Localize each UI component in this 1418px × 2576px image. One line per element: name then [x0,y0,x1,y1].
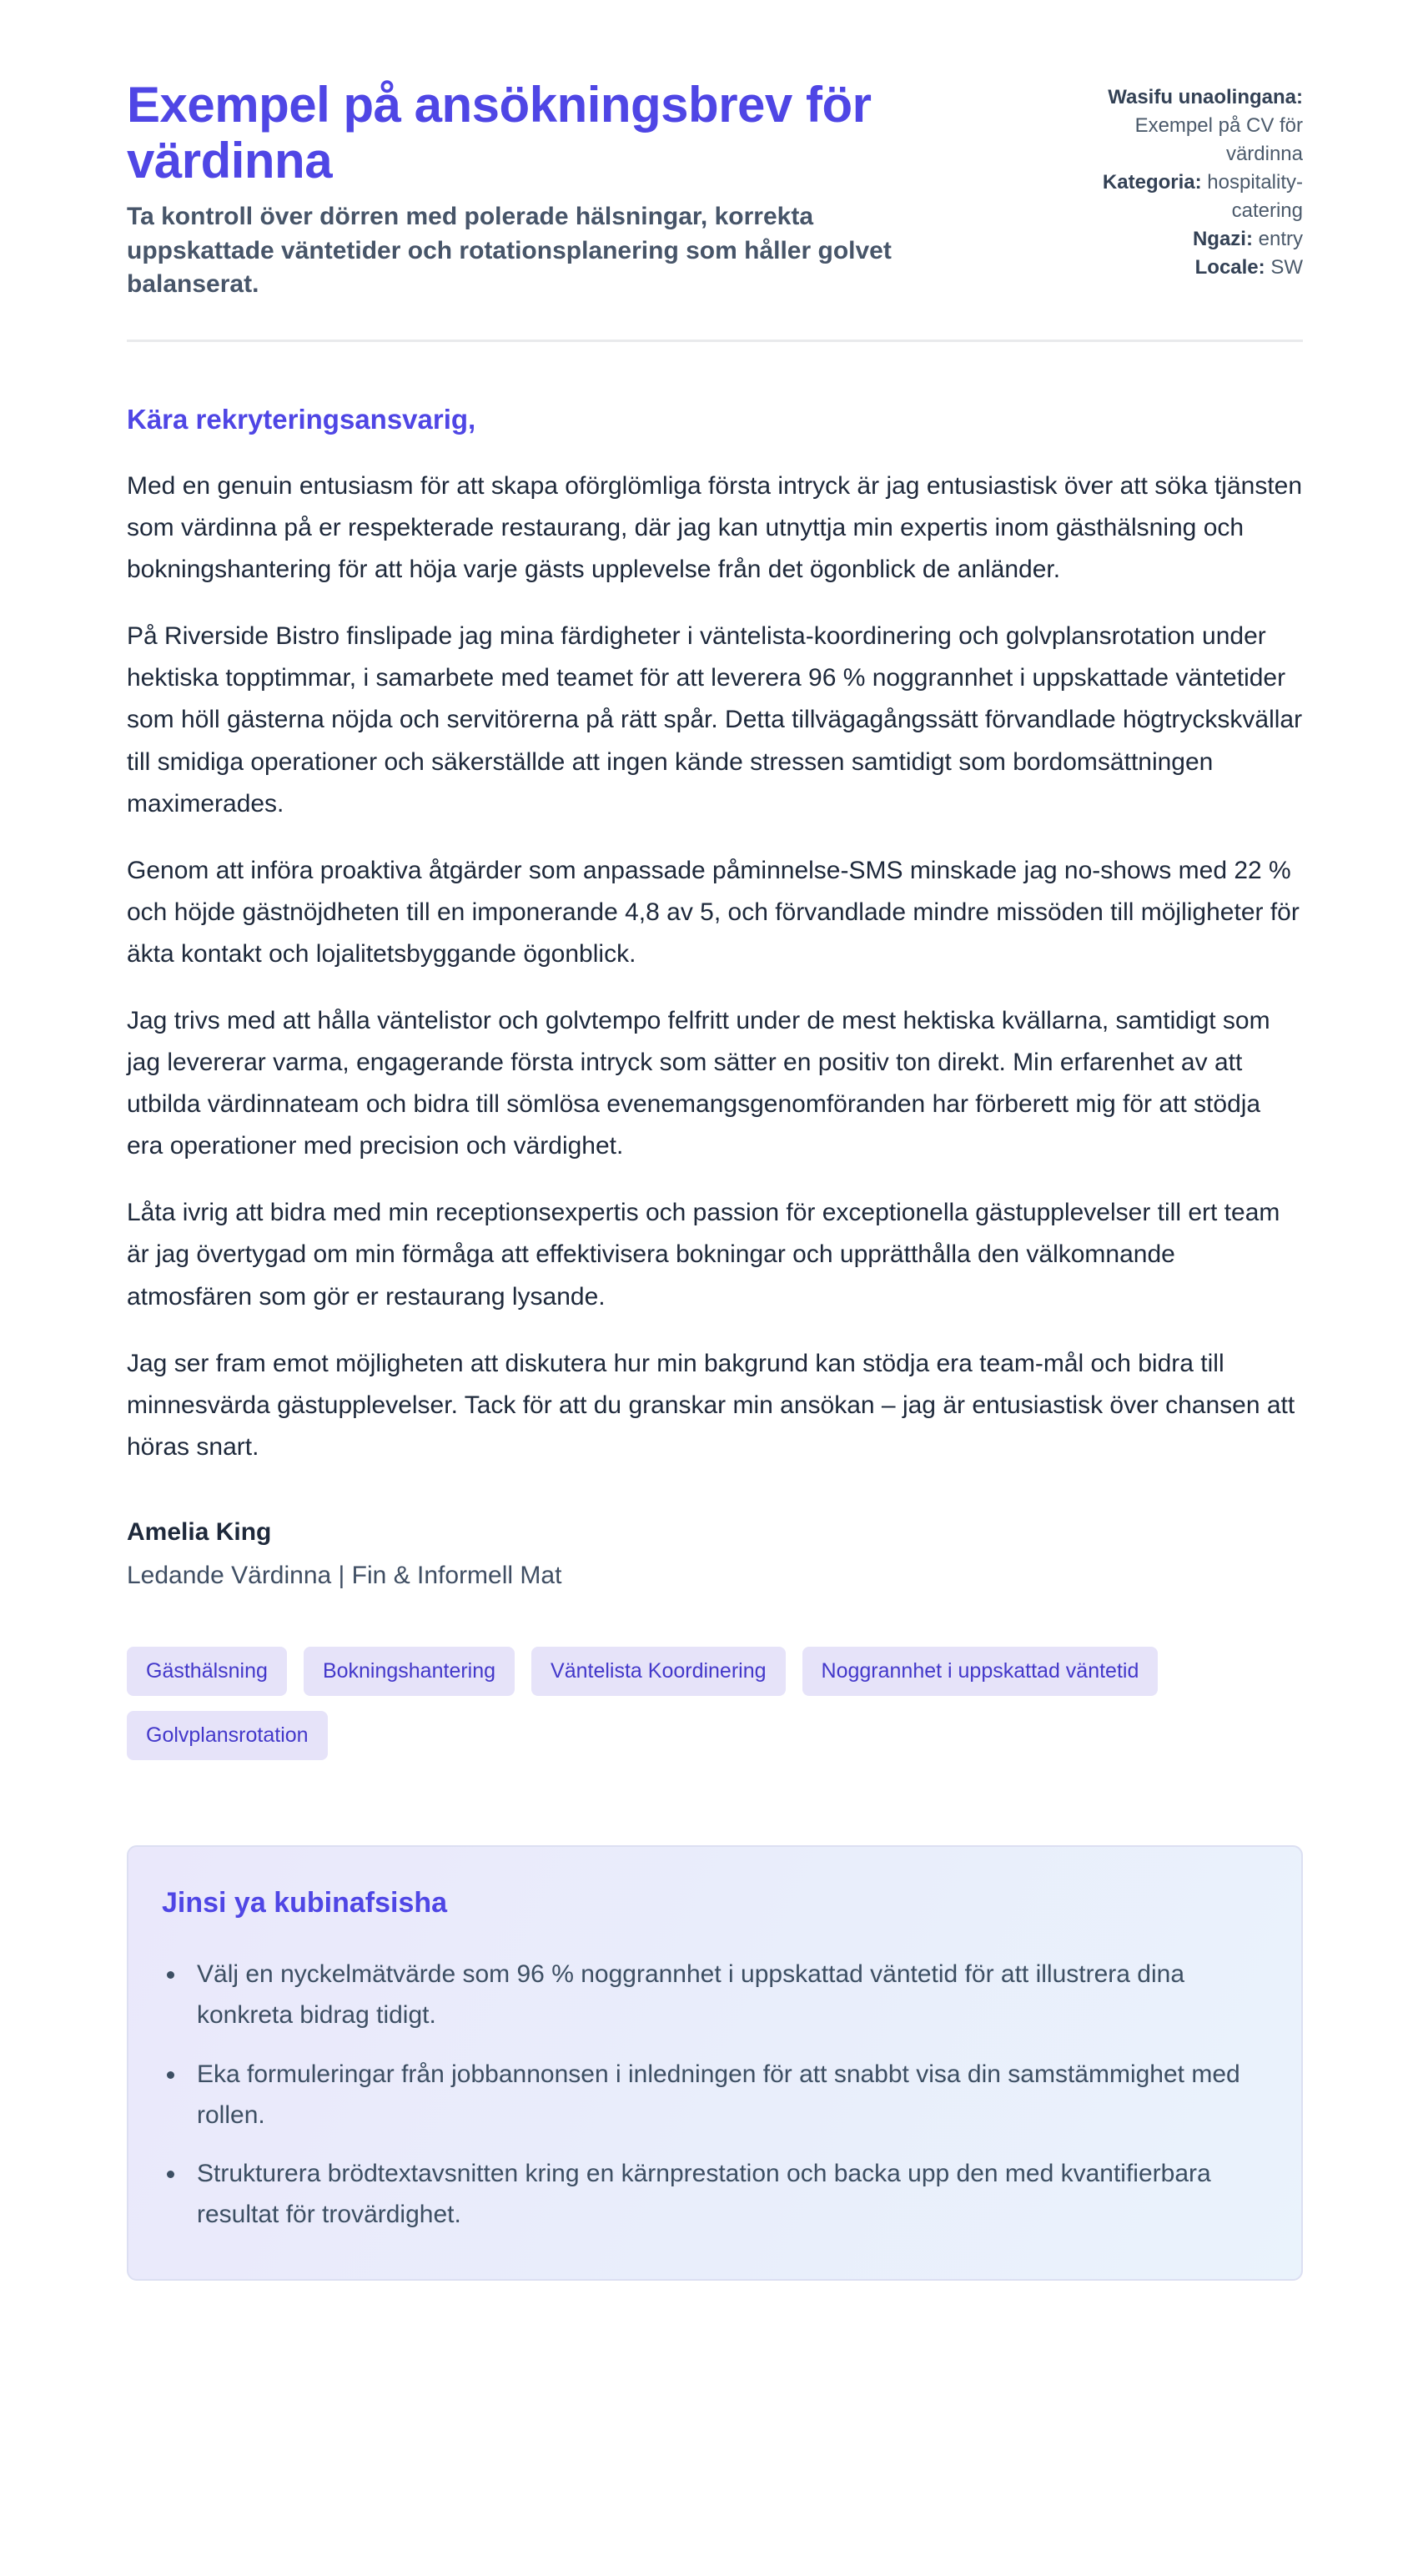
page [127,0,1303,2361]
meta-item-category [1061,169,1303,225]
meta-panel [1061,77,1303,283]
meta-item-locale [1061,254,1303,282]
letter-paragraph: Med en genuin entusiasm för att skapa oförglömliga första intryck är jag entusiastisk över att söka tjänsten som värdinna på er respekterade restaurang, där jag kan utnyttja min expertis inom gästhälsning och bokningshantering för att höja varje gästs upplevelse från det ögonblick de anländer. [127,471,1303,584]
tip-item: • Strukturera brödtextavsnitten kring en kärnprestation och backa upp den med kvantifierbara resultat för trovärdighet. [187,2154,1263,2236]
tips-list [162,1955,1263,2236]
meta-item-level [1061,225,1303,254]
letter-greeting: Kära rekryteringsansvarig, [127,403,476,435]
letter-paragraph: Jag trivs med att hålla väntelistor och golvtempo felfritt under de mest hektiska kvällarna, samtidigt som jag levererar varma, engagerande första intryck som sätter en positiv ton direkt. Min erfarenhet av att utbilda värdinnateam och bidra till sömlösa evenemangsgenomföranden har förberett mig för att stödja era operationer med precision och värdighet. [127,1006,1270,1160]
signature-name: Amelia King [127,1517,272,1546]
page-title: Exempel på ansökningsbrev för värdinna [127,77,872,189]
title-block [127,77,961,301]
header-divider [127,340,1303,342]
meta-label: Locale: [1194,256,1265,279]
customization-tips-box [127,1845,1303,2281]
tip-item: • Välj en nyckelmätvärde som 96 % noggrannhet i uppskattad väntetid för att illustrera dina konkreta bidrag tidigt. [187,1955,1263,2036]
meta-item-matching-profile [1061,83,1303,169]
letter-paragraph: Jag ser fram emot möjligheten att diskutera hur min bakgrund kan stödja era team-mål och bidra till minnesvärda gästupplevelser. Tack för att du granskar min ansökan – jag är entusiastisk över chansen att höras snart. [127,1349,1295,1461]
letter-paragraph: Genom att införa proaktiva åtgärder som anpassade påminnelse-SMS minskade jag no-shows med 22 % och höjde gästnöjdheten till en imponerande 4,8 av 5, och förvandlade mindre missöden till möjligheter för äkta kontakt och lojalitetsbyggande ögonblick. [127,856,1300,968]
meta-value: hospitality-catering [1207,171,1303,223]
letter-paragraph: På Riverside Bistro finslipade jag mina färdigheter i väntelista-koordinering och golvplansrotation under hektiska topptimmar, i samarbete med teamet för att leverera 96 % noggrannhet i uppskattade väntetider som höll gästerna nöjda och servitörerna på rätt spår. Detta tillvägagångssätt förvandlade högtryckskvällar till smidiga operationer och säkerställde att ingen kände stressen samtidigt som bordomsättningen maximerades. [127,622,1303,818]
meta-label: Ngazi: [1192,228,1253,251]
meta-value: SW [1270,256,1303,279]
meta-label: Kategoria: [1102,171,1202,194]
page-subtitle: Ta kontroll över dörren med polerade hälsningar, korrekta uppskattade väntetider och rotationsplanering som håller golvet balanserat. [127,203,892,298]
tip-item: • Eka formuleringar från jobbannonsen i inledningen för att snabbt visa din samstämmighet med rollen. [187,2055,1263,2136]
skill-tag: Noggrannhet i uppskattad väntetid [802,1647,1159,1696]
cover-letter [127,404,1303,1590]
tips-heading: Jinsi ya kubinafsisha [162,1886,448,1919]
skill-tag: Väntelista Koordinering [531,1647,786,1696]
meta-label: Wasifu unaolingana: [1108,86,1303,108]
letter-paragraph: Låta ivrig att bidra med min receptionsexpertis och passion för exceptionella gästupplevelser till ert team är jag övertygad om min förmåga att effektivisera bokningar och upprätthålla den välkomnande atmosfären som gör er restaurang lysande. [127,1199,1280,1311]
meta-value: entry [1258,228,1303,251]
skill-tag: Gästhälsning [127,1647,287,1696]
skill-tags [127,1647,1303,1760]
meta-value: Exempel på CV för värdinna [1134,114,1303,166]
skill-tag: Bokningshantering [304,1647,515,1696]
signature-role: Ledande Värdinna | Fin & Informell Mat [127,1561,562,1589]
skill-tag: Golvplansrotation [127,1711,328,1760]
signature-block [127,1518,1303,1590]
page-header [127,77,1303,301]
